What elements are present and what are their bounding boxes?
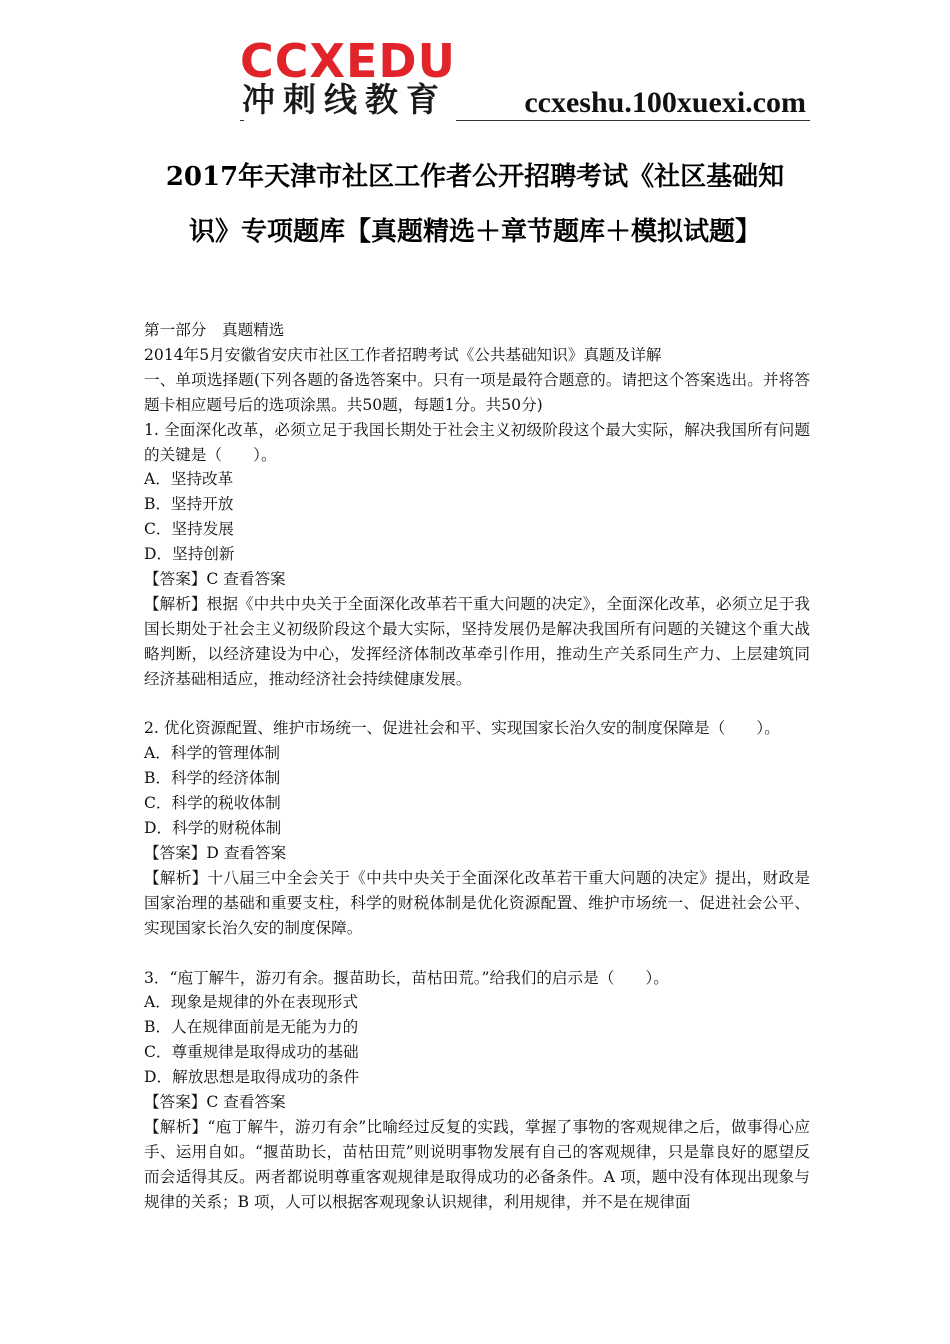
option-d: D．解放思想是取得成功的条件 xyxy=(144,1068,360,1087)
paragraph-gap xyxy=(144,941,810,966)
site-url[interactable]: ccxeshu.100xuexi.com xyxy=(524,86,806,119)
option-a: A．坚持改革 xyxy=(144,470,234,489)
title-line-1: 2017年天津市社区工作者公开招聘考试《社区基础知 xyxy=(165,162,785,192)
document-body xyxy=(144,318,810,1215)
document-title xyxy=(140,150,810,260)
option-b: B．人在规律面前是无能为力的 xyxy=(144,1018,359,1037)
option-b: B．坚持开放 xyxy=(144,495,234,514)
analysis-text: 【解析】根据《中共中央关于全面深化改革若干重大问题的决定》，全面深化改革，必须立足于我国长期处于社会主义初级阶段这个最大实际，坚持发展仍是解决我国所有问题的关键这个重大战略判断，以经济建设为中心，发挥经济体制改革牵引作用，推动生产关系同生产力、上层建筑同经济基础相适应，推动经济社会持续健康发展。 xyxy=(144,594,810,688)
part-heading: 第一部分 真题精选 xyxy=(144,321,285,339)
question-stem: 2. 优化资源配置、维护市场统一、促进社会和平、实现国家长治久安的制度保障是（ ）。 xyxy=(144,719,780,738)
page-header xyxy=(240,36,810,126)
option-c: C．科学的税收体制 xyxy=(144,794,281,813)
title-line-2: 识》专项题库【真题精选＋章节题库＋模拟试题】 xyxy=(188,217,761,247)
answer-line[interactable]: 【答案】C 查看答案 xyxy=(144,570,286,589)
header-rule-left xyxy=(240,120,244,121)
ccxedu-logo xyxy=(240,36,460,120)
logo-wordmark: CCXEDU xyxy=(240,34,456,88)
section-instructions: 一、单项选择题(下列各题的备选答案中。只有一项是最符合题意的。请把这个答案选出。并将答题卡相应题号后的选项涂黑。共50题，每题1分。共50分) xyxy=(144,370,810,414)
question-stem: 3．“庖丁解牛，游刃有余。揠苗助长，苗枯田荒。”给我们的启示是（ ）。 xyxy=(144,968,669,987)
option-b: B．科学的经济体制 xyxy=(144,769,281,788)
analysis-text: 【解析】十八届三中全会关于《中共中央关于全面深化改革若干重大问题的决定》提出，财政是国家治理的基础和重要支柱，科学的财税体制是优化资源配置、维护市场统一、促进社会公平、实现国家长治久安的制度保障。 xyxy=(144,868,810,937)
header-rule xyxy=(456,120,810,121)
analysis-text: 【解析】“庖丁解牛，游刃有余”比喻经过反复的实践，掌握了事物的客观规律之后，做事得心应手、运用自如。“揠苗助长，苗枯田荒”则说明事物发展有自己的客观规律，只是靠良好的愿望反而会适得其反。两者都说明尊重客观规律是取得成功的必备条件。A 项，题中没有体现出现象与规律的关系；B 项，人可以根据客观现象认识规律，利用规律，并不是在规律面 xyxy=(144,1117,810,1211)
question-stem: 1. 全面深化改革，必须立足于我国长期处于社会主义初级阶段这个最大实际，解决我国所有问题的关键是（ ）。 xyxy=(144,420,810,464)
exam-heading: 2014年5月安徽省安庆市社区工作者招聘考试《公共基础知识》真题及详解 xyxy=(144,345,662,364)
option-d: D．坚持创新 xyxy=(144,545,235,564)
option-c: C．坚持发展 xyxy=(144,520,234,539)
option-a: A．现象是规律的外在表现形式 xyxy=(144,993,358,1012)
answer-line[interactable]: 【答案】C 查看答案 xyxy=(144,1093,286,1112)
option-d: D．科学的财税体制 xyxy=(144,819,282,838)
answer-line[interactable]: 【答案】D 查看答案 xyxy=(144,844,287,863)
option-c: C．尊重规律是取得成功的基础 xyxy=(144,1043,359,1062)
logo-chinese-name: 冲刺线教育 xyxy=(242,80,447,119)
option-a: A．科学的管理体制 xyxy=(144,744,281,763)
paragraph-gap xyxy=(144,692,810,717)
